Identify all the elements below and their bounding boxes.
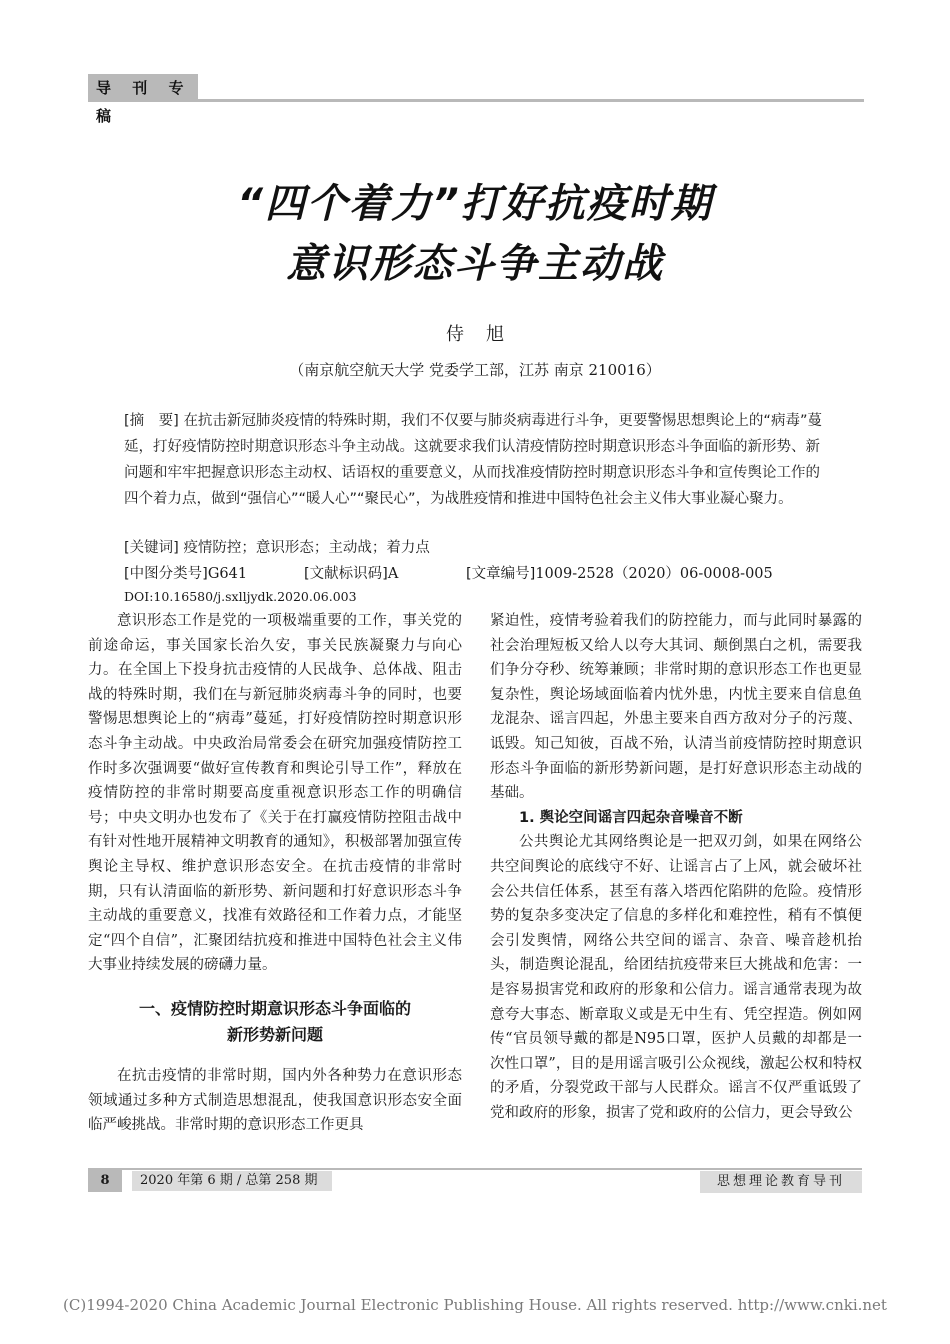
paragraph: 意识形态工作是党的一项极端重要的工作，事关党的前途命运，事关国家长治久安，事关民族凝聚力与向心力。在全国上下投身抗击疫情的人民战争、总体战、阻击战的特殊时期，我们在与新冠肺炎病毒斗争的同时，也要警惕思想舆论上的“病毒”蔓延，打好疫情防控时期意识形态斗争主动战。中央政治局常委会在研究加强疫情防控工作时多次强调要“做好宣传教育和舆论引导工作”，释放在疫情防控的非常时期要高度重视意识形态工作的明确信号；中央文明办也发布了《关于在打赢疫情防控阻击战中有针对性地开展精神文明教育的通知》，积极部署加强宣传舆论主导权、维护意识形态安全。在抗击疫情的非常时期，只有认清面临的新形势、新问题和打好意识形态斗争主动战的重要意义，找准有效路径和工作着力点，才能坚定“四个自信”，汇聚团结抗疫和推进中国特色社会主义伟大事业持续发展的磅礴力量。: [88, 613, 462, 974]
article-title-line-1: “四个着力”打好抗疫时期: [237, 181, 713, 227]
abstract-text: 在抗击新冠肺炎疫情的特殊时期，我们不仅要与肺炎病毒进行斗争，更要警惕思想舆论上的“病毒”蔓延，打好疫情防控时期意识形态斗争主动战。这就要求我们认清疫情防控时期意识形态斗争面临的新形势、新问题和牢牢把握意识形态主动权、话语权的重要意义，从而找准疫情防控时期意识形态斗争和宣传舆论工作的四个着力点，做到“强信心”“暖人心”“聚民心”，为战胜疫情和推进中国特色社会主义伟大事业凝心聚力。: [124, 413, 822, 507]
subsection-heading: 1. 舆论空间谣言四起杂音噪音不断: [519, 809, 743, 826]
document-code: [文献标识码]A: [304, 566, 399, 582]
body-column-left: [88, 609, 462, 1138]
issue-info: 2020 年第 6 期 / 总第 258 期: [132, 1171, 332, 1191]
paragraph: 紧迫性，疫情考验着我们的防控能力，而与此同时暴露的社会治理短板又给人以夸大其词、颠倒黑白之机，需要我们争分夺秒、统筹兼顾；非常时期的意识形态工作也更显复杂性，舆论场域面临着内忧外患，内忧主要来自信息鱼龙混杂、谣言四起，外患主要来自西方敌对分子的污蔑、诋毁。知己知彼，百战不殆，认清当前疫情防控时期意识形态斗争面临的新形势新问题，是打好意识形态主动战的基础。: [490, 613, 862, 802]
section-tab: 导 刊 专 稿: [88, 74, 198, 102]
author-affiliation: （南京航空航天大学 党委学工部，江苏 南京 210016）: [289, 361, 661, 379]
doi: DOI:10.16580/j.sxlljydk.2020.06.003: [124, 589, 357, 604]
article-number: [文章编号]1009-2528（2020）06-0008-005: [466, 566, 773, 582]
paragraph: 公共舆论尤其网络舆论是一把双刃剑，如果在网络公共空间舆论的底线守不好、让谣言占了上风，就会破坏社会公共信任体系，甚至有落入塔西佗陷阱的危险。疫情形势的复杂多变决定了信息的多样化和难控性，稍有不慎便会引发舆情，网络公共空间的谣言、杂音、噪音趁机抬头，制造舆论混乱，给团结抗疫带来巨大挑战和危害：一是容易损害党和政府的形象和公信力。谣言通常表现为故意夸大事态、断章取义或是无中生有、凭空捏造。例如网传“官员领导戴的都是N95口罩，医护人员戴的却都是一次性口罩”，目的是用谣言吸引公众视线，激起公权和特权的矛盾，分裂党政干部与人民群众。谣言不仅严重诋毁了党和政府的形象，损害了党和政府的公信力，更会导致公: [490, 834, 862, 1121]
body-column-right: [490, 609, 862, 1125]
footer-rule: [88, 1168, 862, 1170]
copyright-notice: (C)1994-2020 China Academic Journal Electronic Publishing House. All rights reserved. http://www.cnki.net: [63, 1296, 887, 1314]
article-title-line-2: 意识形态斗争主动战: [286, 241, 664, 287]
keywords-label: [关键词]: [124, 540, 179, 556]
page-number: 8: [88, 1170, 122, 1192]
author-name: 侍旭: [446, 324, 526, 345]
abstract: [124, 408, 832, 512]
keywords-text: 疫情防控；意识形态；主动战；着力点: [183, 540, 430, 556]
keywords: [124, 535, 832, 561]
header-rule: [198, 99, 864, 102]
abstract-label: [摘 要]: [124, 413, 179, 429]
section-heading: 一、疫情防控时期意识形态斗争面临的 新形势新问题: [138, 998, 411, 1044]
journal-name: 思想理论教育导刊: [700, 1171, 862, 1193]
paragraph: 在抗击疫情的非常时期，国内外各种势力在意识形态领域通过多种方式制造思想混乱，使我国意识形态安全面临严峻挑战。非常时期的意识形态工作更具: [88, 1067, 462, 1134]
clc-code: [中图分类号]G641: [124, 566, 248, 582]
